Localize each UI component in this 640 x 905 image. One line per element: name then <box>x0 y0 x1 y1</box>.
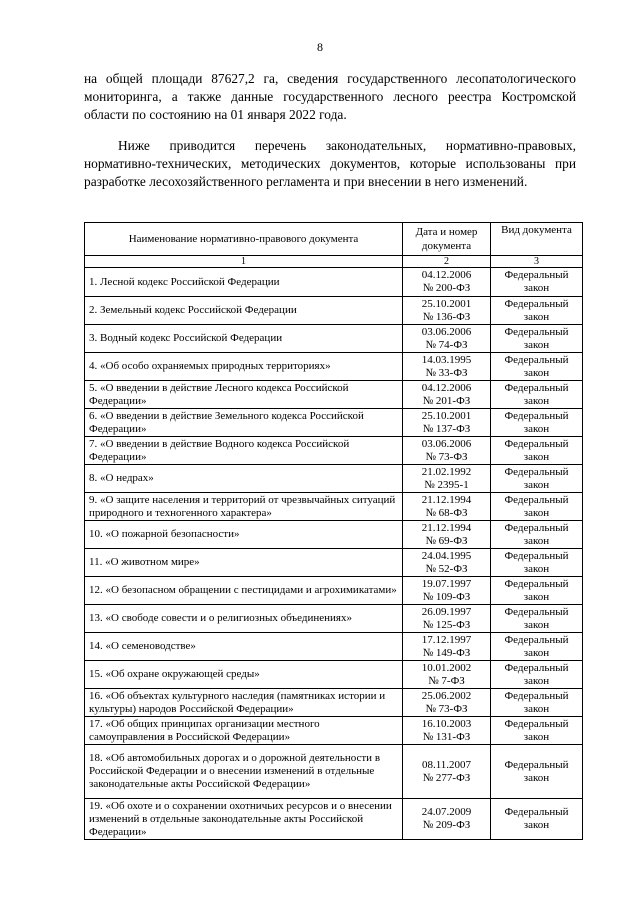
document-number: № 201-ФЗ <box>422 394 471 407</box>
document-kind-line1: Федеральный <box>504 297 569 310</box>
document-kind <box>491 409 583 437</box>
document-kind-line2: закон <box>523 819 550 831</box>
document-kind <box>491 689 583 717</box>
document-kind-line1: Федеральный <box>504 269 569 281</box>
document-kind <box>491 521 583 549</box>
document-number: № 125-ФЗ <box>422 618 471 631</box>
document-number: № 200-ФЗ <box>422 282 471 294</box>
table-row <box>85 297 583 325</box>
document-date-number <box>403 465 491 493</box>
document-number: № 2395-1 <box>424 478 469 491</box>
document-name: 17. «Об общих принципах организации местного самоуправления в Российской Федерации» <box>85 717 403 745</box>
document-kind <box>491 493 583 521</box>
document-date-number <box>403 268 491 297</box>
document-kind <box>491 661 583 689</box>
document-date: 10.01.2002 <box>421 661 472 674</box>
table-header-row <box>85 223 583 256</box>
document-name: 6. «О введении в действие Земельного кодекса Российской Федерации» <box>85 409 403 437</box>
document-kind <box>491 353 583 381</box>
document-name: 3. Водный кодекс Российской Федерации <box>85 325 403 353</box>
table-row <box>85 521 583 549</box>
document-kind <box>491 605 583 633</box>
document-name: 8. «О недрах» <box>85 465 403 493</box>
document-number: № 277-ФЗ <box>422 771 471 784</box>
document-kind-line1: Федеральный <box>504 325 569 338</box>
document-kind-line2: закон <box>523 366 550 379</box>
document-kind-line2: закон <box>523 702 550 715</box>
document-kind <box>491 381 583 409</box>
documents-table <box>84 222 583 840</box>
table-row <box>85 661 583 689</box>
document-date-number <box>403 353 491 381</box>
document-date-number <box>403 689 491 717</box>
page-number: 8 <box>317 40 323 54</box>
document-date: 25.06.2002 <box>421 689 472 702</box>
document-number: № 131-ФЗ <box>422 730 471 743</box>
document-kind-line2: закон <box>523 394 550 407</box>
document-kind-line2: закон <box>523 562 550 575</box>
document-kind-line2: закон <box>523 450 550 463</box>
document-number: № 69-ФЗ <box>425 534 468 547</box>
document-name: 12. «О безопасном обращении с пестицидами и агрохимикатами» <box>85 577 403 605</box>
document-kind-line2: закон <box>523 730 550 743</box>
document-name: 13. «О свободе совести и о религиозных объединениях» <box>85 605 403 633</box>
document-kind <box>491 745 583 799</box>
table-row <box>85 717 583 745</box>
document-kind-line2: закон <box>523 618 550 631</box>
header-date: Дата и номер документа <box>403 223 491 256</box>
document-kind-line1: Федеральный <box>504 758 569 771</box>
document-number: № 136-ФЗ <box>422 310 471 323</box>
document-kind-line2: закон <box>523 674 550 687</box>
table-row <box>85 465 583 493</box>
document-kind-line1: Федеральный <box>504 633 569 646</box>
document-kind-line1: Федеральный <box>504 465 569 478</box>
document-kind <box>491 549 583 577</box>
document-date-number <box>403 577 491 605</box>
document-kind <box>491 717 583 745</box>
document-kind <box>491 465 583 493</box>
document-kind-line1: Федеральный <box>504 717 569 730</box>
document-kind <box>491 325 583 353</box>
column-number: 1 <box>85 256 403 268</box>
document-name: 1. Лесной кодекс Российской Федерации <box>85 268 403 297</box>
document-date: 03.06.2006 <box>421 437 472 450</box>
document-date-number <box>403 549 491 577</box>
document-name: 7. «О введении в действие Водного кодекса Российской Федерации» <box>85 437 403 465</box>
document-date-number <box>403 381 491 409</box>
document-name: 14. «О семеноводстве» <box>85 633 403 661</box>
document-date: 08.11.2007 <box>421 758 472 771</box>
document-name: 19. «Об охоте и о сохранении охотничьих ресурсов и о внесении изменений в отдельные законодательные акты Российской Федерации» <box>85 799 403 840</box>
intro-paragraph-1: на общей площади 87627,2 га, сведения государственного лесопатологического мониторинга, а также данные государственного лесного реестра Костромской области по состоянию на 01 января 2022 года. <box>84 71 576 122</box>
table-row <box>85 745 583 799</box>
document-date-number <box>403 493 491 521</box>
table-row <box>85 549 583 577</box>
table-row <box>85 409 583 437</box>
document-number: № 109-ФЗ <box>422 590 471 603</box>
document-kind-line1: Федеральный <box>504 549 569 562</box>
document-date-number <box>403 799 491 840</box>
document-number: № 33-ФЗ <box>425 366 468 379</box>
table-row <box>85 381 583 409</box>
document-name: 11. «О животном мире» <box>85 549 403 577</box>
document-kind-line1: Федеральный <box>504 806 569 818</box>
document-number: № 73-ФЗ <box>425 450 468 463</box>
document-date: 14.03.1995 <box>421 353 472 366</box>
document-kind-line1: Федеральный <box>504 353 569 366</box>
table-row <box>85 325 583 353</box>
table-row <box>85 689 583 717</box>
document-date: 19.07.1997 <box>421 577 472 590</box>
document-kind <box>491 799 583 840</box>
document-kind-line1: Федеральный <box>504 493 569 506</box>
document-kind-line2: закон <box>523 590 550 603</box>
document-kind-line2: закон <box>523 310 550 323</box>
document-kind-line2: закон <box>523 534 550 547</box>
document-number: № 74-ФЗ <box>425 338 468 351</box>
document-number: № 137-ФЗ <box>422 422 471 435</box>
document-kind-line2: закон <box>523 338 550 351</box>
document-date: 03.06.2006 <box>421 325 472 338</box>
document-kind-line1: Федеральный <box>504 661 569 674</box>
document-number: № 7-ФЗ <box>428 674 465 687</box>
document-kind-line1: Федеральный <box>504 381 569 394</box>
document-date: 25.10.2001 <box>421 409 472 422</box>
document-number: № 68-ФЗ <box>425 506 468 519</box>
document-date-number <box>403 437 491 465</box>
table-row <box>85 353 583 381</box>
document-kind-line1: Федеральный <box>504 577 569 590</box>
document-date: 16.10.2003 <box>421 717 472 730</box>
document-name: 4. «Об особо охраняемых природных территориях» <box>85 353 403 381</box>
document-date: 04.12.2006 <box>421 269 472 281</box>
header-name: Наименование нормативно-правового документа <box>85 223 403 256</box>
document-name: 18. «Об автомобильных дорогах и о дорожной деятельности в Российской Федерации и о внесении изменений в отдельные законодательные акты Российской Федерации» <box>85 745 403 799</box>
table-row <box>85 437 583 465</box>
document-date: 04.12.2006 <box>421 381 472 394</box>
document-date: 21.12.1994 <box>421 493 472 506</box>
document-name: 10. «О пожарной безопасности» <box>85 521 403 549</box>
document-kind-line2: закон <box>523 478 550 491</box>
document-kind-line2: закон <box>523 282 550 294</box>
document-kind-line1: Федеральный <box>504 521 569 534</box>
document-name: 2. Земельный кодекс Российской Федерации <box>85 297 403 325</box>
document-kind-line1: Федеральный <box>504 409 569 422</box>
document-date-number <box>403 297 491 325</box>
document-number: № 52-ФЗ <box>425 562 468 575</box>
document-kind <box>491 297 583 325</box>
document-date: 21.02.1992 <box>421 465 472 478</box>
document-date: 17.12.1997 <box>421 633 472 646</box>
document-kind-line2: закон <box>523 506 550 519</box>
document-date: 26.09.1997 <box>421 605 472 618</box>
document-date: 21.12.1994 <box>421 521 472 534</box>
document-date-number <box>403 661 491 689</box>
document-kind-line2: закон <box>523 771 550 784</box>
column-number: 3 <box>491 256 583 268</box>
table-row <box>85 799 583 840</box>
column-number: 2 <box>403 256 491 268</box>
intro-paragraph-2: Ниже приводится перечень законодательных, нормативно-правовых, нормативно-технических, методических документов, которые использованы при разработке лесохозяйственного регламента и при внесении в него изменений. <box>84 138 576 189</box>
document-kind <box>491 268 583 297</box>
table-row <box>85 577 583 605</box>
document-kind-line1: Федеральный <box>504 605 569 618</box>
document-date: 24.04.1995 <box>421 549 472 562</box>
table-row <box>85 268 583 297</box>
document-date-number <box>403 325 491 353</box>
document-number: № 73-ФЗ <box>425 702 468 715</box>
document-date: 25.10.2001 <box>421 297 472 310</box>
table-row <box>85 633 583 661</box>
document-kind <box>491 437 583 465</box>
document-date-number <box>403 605 491 633</box>
table-row <box>85 493 583 521</box>
table-row <box>85 605 583 633</box>
header-kind: Вид документа <box>491 223 583 256</box>
document-date-number <box>403 745 491 799</box>
document-kind-line2: закон <box>523 422 550 435</box>
document-date: 24.07.2009 <box>421 806 472 818</box>
document-kind-line2: закон <box>523 646 550 659</box>
document-name: 5. «О введении в действие Лесного кодекса Российской Федерации» <box>85 381 403 409</box>
document-number: № 209-ФЗ <box>422 819 471 831</box>
document-name: 9. «О защите населения и территорий от чрезвычайных ситуаций природного и техногенного характера» <box>85 493 403 521</box>
column-numbers-row <box>85 256 583 268</box>
document-kind-line1: Федеральный <box>504 437 569 450</box>
document-name: 15. «Об охране окружающей среды» <box>85 661 403 689</box>
document-date-number <box>403 633 491 661</box>
document-kind-line1: Федеральный <box>504 689 569 702</box>
document-kind <box>491 633 583 661</box>
document-number: № 149-ФЗ <box>422 646 471 659</box>
document-name: 16. «Об объектах культурного наследия (памятниках истории и культуры) народов Российской Федерации» <box>85 689 403 717</box>
document-date-number <box>403 521 491 549</box>
document-kind <box>491 577 583 605</box>
document-date-number <box>403 409 491 437</box>
document-date-number <box>403 717 491 745</box>
